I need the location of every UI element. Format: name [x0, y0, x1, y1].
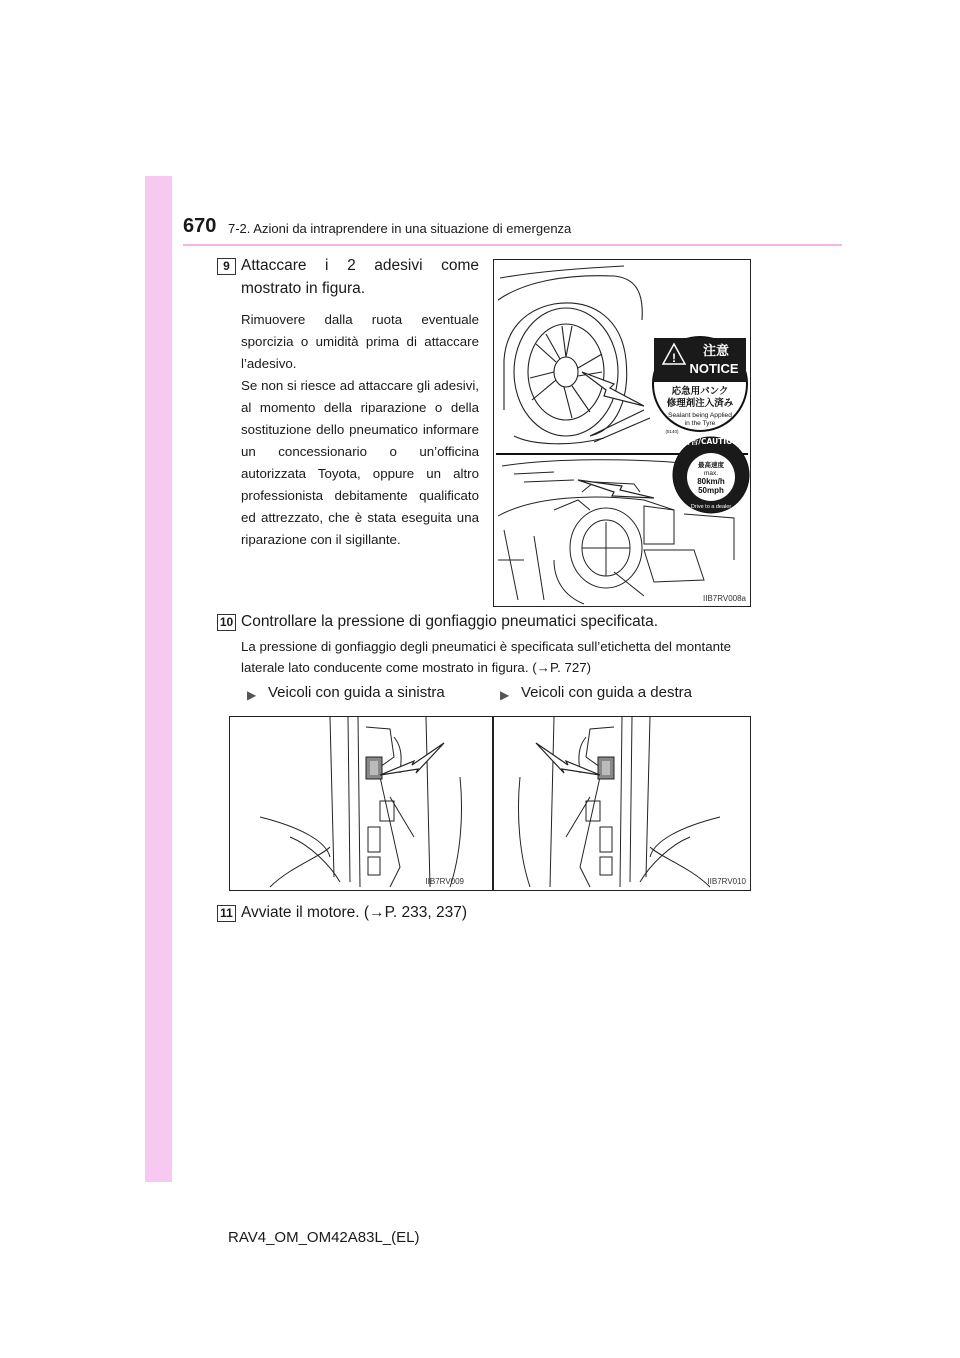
figure-code-rhd: IIB7RV010 — [707, 877, 746, 886]
footer-code: RAV4_OM_OM42A83L_(EL) — [228, 1229, 420, 1246]
step-9-title-line2: mostrato in figura. — [241, 280, 366, 297]
caution-ring-text: 警告/CAUTION — [683, 437, 739, 446]
notice-en-line1: Sealant being Applied — [668, 412, 732, 419]
step-badge-9: 9 — [217, 258, 236, 275]
step-9-title-line1: Attaccare i 2 adesivi come — [241, 257, 479, 274]
notice-jp-line1: 応急用パンク — [671, 386, 729, 397]
step-9-para-1: Rimuovere dalla ruota eventuale sporcizia o umidità prima di attaccare l’adesivo. — [241, 312, 479, 371]
step-badge-10: 10 — [217, 614, 236, 631]
notice-sticker — [653, 337, 747, 434]
figure-code-lhd: IIB7RV009 — [425, 877, 464, 886]
notice-jp-heading: 注意 — [702, 344, 730, 359]
caution-sticker — [673, 436, 749, 513]
notice-en-heading: NOTICE — [689, 361, 739, 376]
step-11-title: Avviate il motore. (→P. 233, 237) — [241, 904, 468, 921]
left-hand-drive-label: Veicoli con guida a sinistra — [268, 684, 445, 701]
figure-sticker-placement — [493, 259, 751, 607]
chapter-title: 7-2. Azioni da intraprendere in una situazione di emergenza — [228, 221, 572, 236]
chapter-sidebar-tab — [145, 176, 172, 1182]
svg-text:!: ! — [672, 351, 676, 365]
caution-ring-bottom: Drive to a dealer — [690, 504, 732, 510]
step-10-para-line1: La pressione di gonfiaggio degli pneumatici è specificata sull’etichetta del montante — [241, 639, 732, 654]
figure-code-9: IIB7RV008a — [703, 594, 746, 603]
triangle-right-icon: ▶ — [500, 688, 510, 702]
sticker-placement-drawing — [494, 260, 750, 606]
caution-max: max. — [703, 470, 719, 477]
notice-jp-line2: 修理剤注入済み — [666, 398, 734, 409]
step-10-para-line2: laterale lato conducente come mostrato in figura. (→P. 727) — [241, 660, 592, 675]
step-10-title: Controllare la pressione di gonfiaggio pneumatici specificata. — [241, 613, 659, 630]
header-rule — [183, 244, 842, 246]
figure-lhd-pillar — [229, 716, 493, 891]
triangle-right-icon: ▶ — [247, 688, 257, 702]
notice-en-line2: in the Tyre — [684, 420, 716, 427]
lhd-pillar-drawing — [230, 717, 492, 890]
caution-mph: 50mph — [698, 486, 724, 495]
caution-jp-speed: 最高速度 — [698, 461, 724, 469]
rhd-pillar-drawing — [494, 717, 750, 890]
step-9-para-2: Se non si riesce ad attaccare gli adesivi, al momento della riparazione o della sostituzione dello pneumatico informare un concessionario o un’officina autorizzata Toyota, oppure un altro professionista debitamente qualificato ed attrezzato, che è stata eseguita una riparazione con il sigillante. — [241, 378, 479, 547]
page-number: 670 — [183, 215, 217, 237]
notice-code: (5140) — [665, 429, 679, 434]
right-hand-drive-label: Veicoli con guida a destra — [521, 684, 692, 701]
caution-kmh: 80km/h — [697, 477, 725, 486]
figure-rhd-pillar — [493, 716, 751, 891]
step-badge-11: 11 — [217, 905, 236, 922]
